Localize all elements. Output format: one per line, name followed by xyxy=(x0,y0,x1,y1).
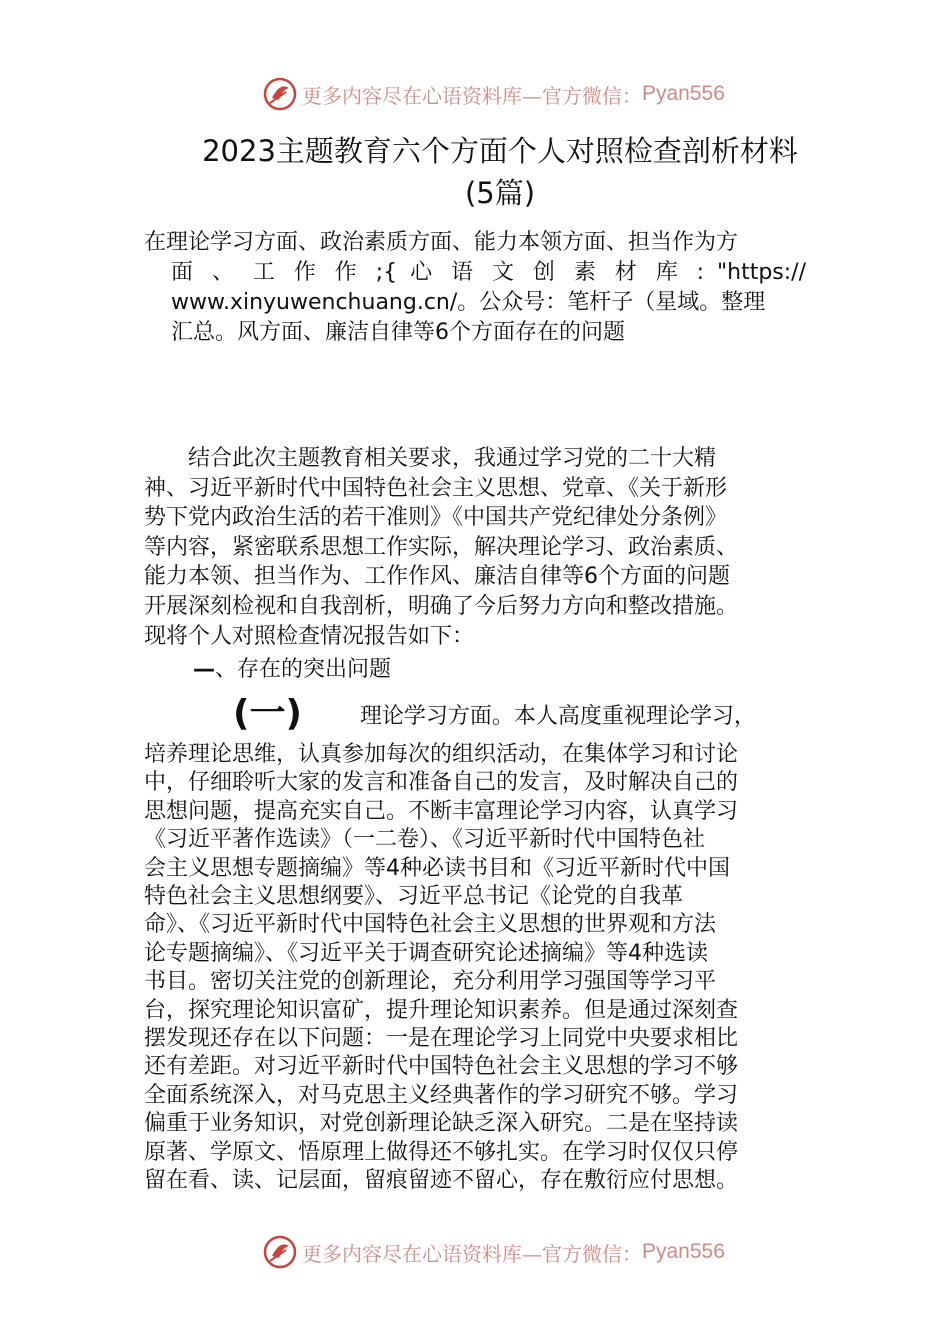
body-line: 特色社会主义思想纲要》、习近平总书记《论党的自我革 xyxy=(144,884,684,910)
subsection-heading xyxy=(233,690,756,738)
section-heading xyxy=(193,655,391,685)
logo-icon xyxy=(262,1234,298,1270)
subtitle-line-3: www.xinyuwenchuang.cn/。公众号：笔杆子（星域。整理 xyxy=(171,290,766,315)
section-dash: — xyxy=(193,657,215,682)
intro-line: 神、习近平新时代中国特色社会主义思想、党章、《关于新形 xyxy=(144,475,728,501)
intro-line: 能力本领、担当作为、工作作风、廉洁自律等6个方面的问题 xyxy=(144,564,730,590)
watermark-text: 更多内容尽在心语资料库—官方微信： xyxy=(302,83,642,108)
intro-line: 结合此次主题教育相关要求，我通过学习党的二十大精 xyxy=(144,446,717,471)
body-line: 全面系统深入，对马克思主义经典著作的学习研究不够。学习 xyxy=(144,1082,739,1108)
body-line: 偏重于业务知识，对党创新理论缺乏深入研究。二是在坚持读 xyxy=(144,1111,739,1137)
header-watermark xyxy=(262,74,725,114)
body-line: 思想问题，提高充实自己。不断丰富理论学习内容，认真学习 xyxy=(144,798,739,824)
body-line: 会主义思想专题摘编》等4种必读书目和《习近平新时代中国 xyxy=(144,855,730,881)
intro-line: 势下党内政治生活的若干准则》《中国共产党纪律处分条例》 xyxy=(144,505,728,531)
body-line: 《习近平著作选读》（一二卷）、《习近平新时代中国特色社 xyxy=(144,827,706,853)
section-label: 、存在的突出问题 xyxy=(215,657,392,682)
intro-line: 开展深刻检视和自我剖析，明确了今后努力方向和整改措施。 xyxy=(144,593,739,619)
watermark-id: Pyan556 xyxy=(642,82,725,105)
logo-icon xyxy=(262,76,298,112)
subtitle-line-2: 面 、 工 作 作 ;{ 心 语 文 创 素 材 库 : "https:// xyxy=(171,260,806,285)
body-line: 还有差距。对习近平新时代中国特色社会主义思想的学习不够 xyxy=(144,1054,739,1080)
body-line: 论专题摘编》、《习近平关于调查研究论述摘编》等4种选读 xyxy=(144,940,708,966)
subtitle-line-1: 在理论学习方面、政治素质方面、能力本领方面、担当作为方 xyxy=(144,230,739,255)
watermark-text: 更多内容尽在心语资料库—官方微信： xyxy=(302,1241,642,1266)
footer-watermark xyxy=(262,1232,725,1272)
watermark-id: Pyan556 xyxy=(642,1240,725,1263)
subsection-number: (一) xyxy=(233,693,302,734)
body-line: 台，探究理论知识富矿，提升理论知识素养。但是通过深刻查 xyxy=(144,997,739,1023)
body-line: 摆发现还存在以下问题：一是在理论学习上同党中央要求相比 xyxy=(144,1026,739,1052)
body-line: 命》、《习近平新时代中国特色社会主义思想的世界观和方法 xyxy=(144,912,717,938)
document-title xyxy=(140,130,860,214)
body-line: 培养理论思维，认真参加每次的组织活动，在集体学习和讨论 xyxy=(144,742,739,767)
title-line-2: (5篇) xyxy=(464,176,536,210)
body-line: 书目。密切关注党的创新理论，充分利用学习强国等学习平 xyxy=(144,969,717,995)
intro-line: 等内容，紧密联系思想工作实际，解决理论学习、政治素质、 xyxy=(144,534,739,560)
body-line: 原著、学原文、悟原理上做得还不够扎实。在学习时仅仅只停 xyxy=(144,1139,739,1165)
body-line: 中，仔细聆听大家的发言和准备自己的发言，及时解决自己的 xyxy=(144,770,739,796)
subtitle-line-4: 汇总。风方面、廉洁自律等6个方面存在的问题 xyxy=(171,320,625,345)
title-line-1: 2023主题教育六个方面个人对照检查剖析材料 xyxy=(202,134,798,168)
subsection-label: 理论学习方面。本人高度重视理论学习， xyxy=(359,703,756,729)
intro-line: 现将个人对照检查情况报告如下： xyxy=(144,623,475,649)
intro-paragraph xyxy=(144,444,806,651)
body-paragraph xyxy=(144,741,806,1196)
body-line: 留在看、读、记层面，留痕留迹不留心，存在敷衍应付思想。 xyxy=(144,1168,739,1194)
subtitle-block xyxy=(144,228,806,348)
